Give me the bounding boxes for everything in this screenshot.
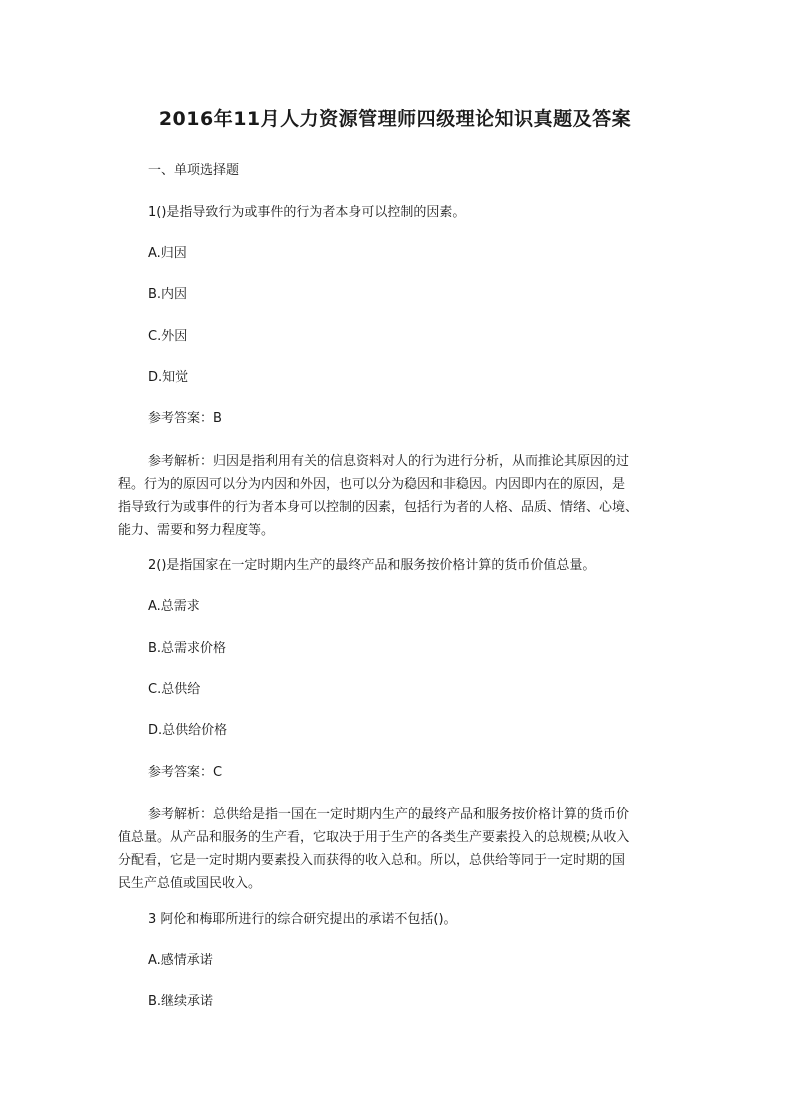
question-1-option-b: B.内因	[148, 287, 188, 302]
question-2-option-a: A.总需求	[148, 599, 200, 614]
explanation-line: 指导致行为或事件的行为者本身可以控制的因素，包括行为者的人格、品质、情绪、心境、	[118, 500, 639, 515]
question-2-explanation	[118, 803, 678, 895]
question-3-stem: 3 阿伦和梅耶所进行的综合研究提出的承诺不包括()。	[148, 912, 457, 927]
question-1-option-c: C.外因	[148, 329, 188, 344]
question-3-option-b: B.继续承诺	[148, 994, 214, 1009]
question-2-stem: 2()是指国家在一定时期内生产的最终产品和服务按价格计算的货币价值总量。	[148, 558, 596, 573]
question-2-option-c: C.总供给	[148, 682, 201, 697]
question-1-stem: 1()是指导致行为或事件的行为者本身可以控制的因素。	[148, 205, 466, 220]
question-3-option-a: A.感情承诺	[148, 953, 213, 968]
document-title: 2016年11月人力资源管理师四级理论知识真题及答案	[158, 108, 632, 130]
explanation-line: 民生产总值或国民收入。	[118, 876, 262, 891]
explanation-line: 参考解析：总供给是指一国在一定时期内生产的最终产品和服务按价格计算的货币价	[148, 807, 630, 822]
question-1-option-d: D.知觉	[148, 370, 189, 385]
question-1-explanation	[118, 450, 678, 542]
question-1-option-a: A.归因	[148, 246, 187, 261]
explanation-line: 程。行为的原因可以分为内因和外因，也可以分为稳因和非稳因。内因即内在的原因，是	[118, 477, 626, 492]
question-2-option-b: B.总需求价格	[148, 641, 227, 656]
explanation-line: 能力、需要和努力程度等。	[118, 523, 275, 538]
section-heading: 一、单项选择题	[148, 163, 240, 178]
explanation-line: 参考解析：归因是指利用有关的信息资料对人的行为进行分析，从而推论其原因的过	[148, 454, 630, 469]
explanation-line: 值总量。从产品和服务的生产看，它取决于用于生产的各类生产要素投入的总规模;从收入	[118, 830, 630, 845]
question-1-answer: 参考答案：B	[148, 411, 222, 426]
explanation-line: 分配看，它是一定时期内要素投入而获得的收入总和。所以，总供给等同于一定时期的国	[118, 853, 626, 868]
question-2-answer: 参考答案：C	[148, 765, 223, 780]
question-2-option-d: D.总供给价格	[148, 723, 228, 738]
